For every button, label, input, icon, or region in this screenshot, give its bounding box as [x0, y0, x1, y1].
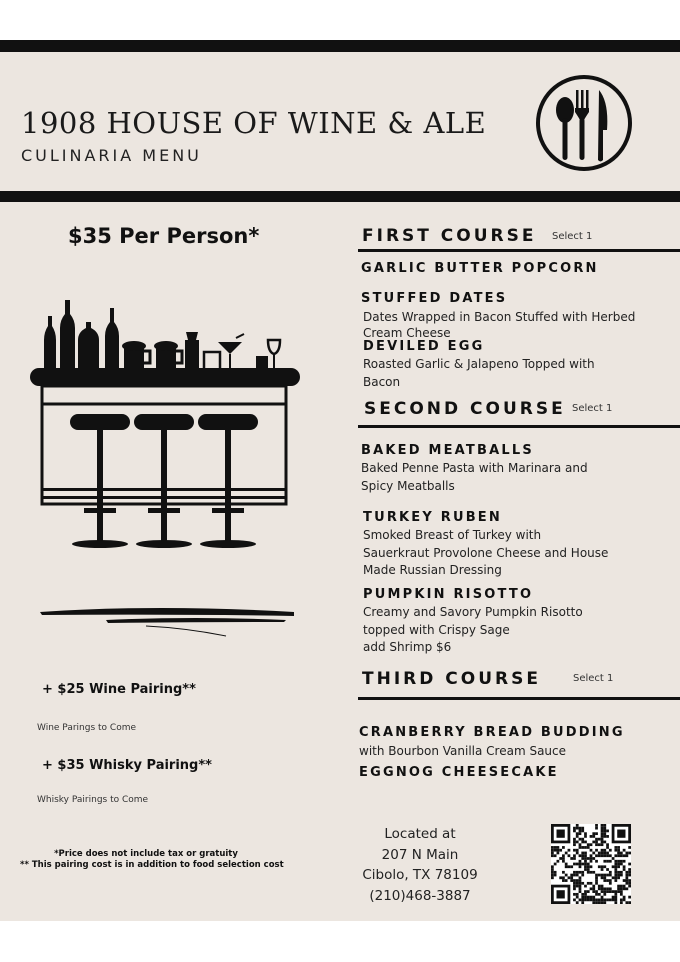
restaurant-title: 1908 HOUSE OF WINE & ALE: [21, 106, 487, 140]
bar-counter-icon: [28, 296, 304, 552]
city-state-zip: Cibolo, TX 78109: [362, 867, 478, 883]
second-course-title: SECOND COURSE: [364, 399, 566, 419]
street-address: 207 N Main: [381, 846, 459, 863]
qr-code-icon: [551, 824, 631, 904]
brush-stroke-divider: [36, 600, 298, 640]
menu-subtitle: CULINARIA MENU: [21, 146, 202, 165]
menu-item-description: Dates Wrapped in Bacon Stuffed with Herbed Cream Cheese: [363, 310, 636, 340]
pairing-cost-footnote: ** This pairing cost is in addition to food selection cost: [20, 860, 284, 870]
utensils-icon: [535, 74, 633, 172]
third-course-select: Select 1: [573, 673, 614, 684]
menu-item-description: with Bourbon Vanilla Cream Sauce: [359, 744, 567, 758]
price-per-person: $35 Per Person*: [68, 224, 260, 248]
menu-item-name: EGGNOG CHEESECAKE: [359, 765, 559, 780]
menu-item-description: Roasted Garlic & Jalapeno Topped with Bacon: [363, 357, 595, 389]
menu-item-name: DEVILED EGG: [363, 339, 485, 354]
third-course-title: THIRD COURSE: [362, 669, 541, 689]
second-course-rule: [358, 425, 680, 428]
whisky-pairing-note: Whisky Pairings to Come: [37, 795, 149, 805]
menu-item-description: Smoked Breast of Turkey with Sauerkraut Provolone Cheese and House Made Russian Dressing: [363, 528, 609, 577]
first-course-select: Select 1: [552, 231, 593, 242]
wine-pairing-label: + $25 Wine Pairing**: [42, 682, 196, 697]
menu-item-name: CRANBERRY BREAD BUDDING: [359, 725, 625, 740]
menu-item-description: Creamy and Savory Pumpkin Risotto topped with Crispy Sage add Shrimp $6: [363, 605, 583, 654]
first-course-rule: [358, 249, 680, 252]
menu-item-name: BAKED MEATBALLS: [361, 443, 534, 458]
menu-item-name: PUMPKIN RISOTTO: [363, 587, 534, 602]
wine-pairing-note: Wine Parings to Come: [37, 723, 136, 733]
first-course-title: FIRST COURSE: [362, 226, 537, 246]
menu-item-name: TURKEY RUBEN: [363, 510, 502, 525]
menu-item-name: STUFFED DATES: [361, 291, 508, 306]
tax-footnote: *Price does not include tax or gratuity: [54, 849, 238, 859]
phone-number: (210)468-3887: [369, 887, 471, 904]
divider-band: [0, 191, 680, 202]
third-course-rule: [358, 697, 680, 700]
location-block: [350, 824, 490, 906]
whisky-pairing-label: + $35 Whisky Pairing**: [42, 758, 212, 773]
menu-item-description: Baked Penne Pasta with Marinara and Spicy Meatballs: [361, 461, 588, 493]
second-course-select: Select 1: [572, 403, 613, 414]
menu-item-name: GARLIC BUTTER POPCORN: [361, 261, 599, 276]
location-label: Located at: [384, 826, 456, 842]
top-band: [0, 40, 680, 52]
